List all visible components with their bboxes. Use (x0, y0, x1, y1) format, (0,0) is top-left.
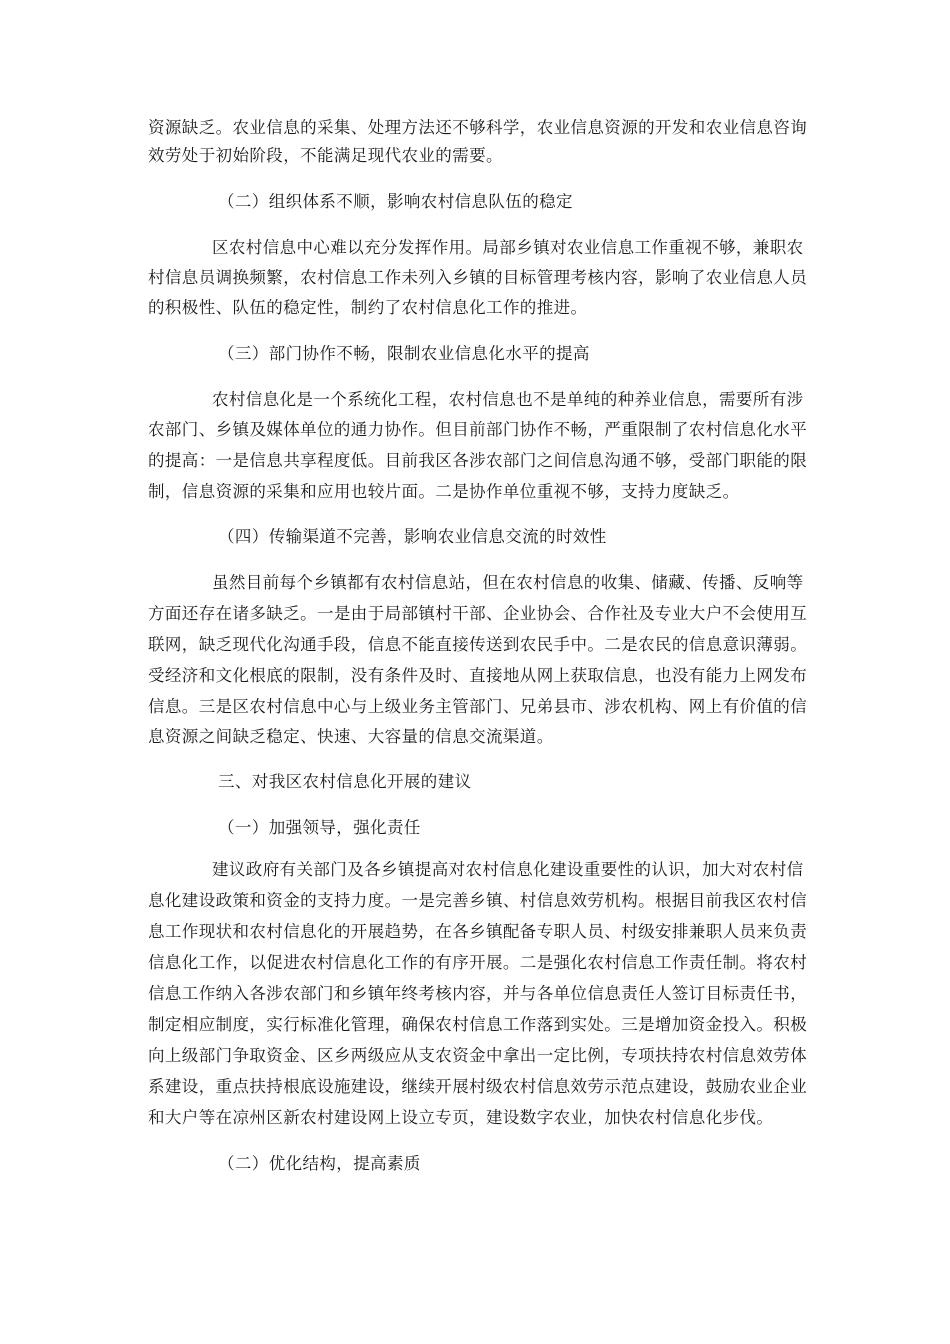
paragraph-line: 信息工作纳入各涉农部门和乡镇年终考核内容，并与各单位信息责任人签订目标责任书， (148, 984, 808, 1003)
section-heading: （一）加强领导，强化责任 (218, 818, 421, 837)
paragraph-line: 的积极性、队伍的稳定性，制约了农村信息化工作的推进。 (148, 298, 588, 317)
paragraph-line: 方面还存在诸多缺乏。一是由于局部镇村干部、企业协会、合作社及专业大户不会使用互 (148, 604, 808, 623)
paragraph-line: 效劳处于初始阶段，不能满足现代农业的需要。 (148, 146, 503, 165)
section-heading: （二）组织体系不顺，影响农村信息队伍的稳定 (218, 192, 573, 211)
section-heading: （三）部门协作不畅，限制农业信息化水平的提高 (218, 344, 590, 363)
paragraph-line: 信息化工作，以促进农村信息化工作的有序开展。二是强化农村信息工作责任制。将农村 (148, 953, 808, 972)
section-heading: 三、对我区农村信息化开展的建议 (218, 772, 472, 791)
paragraph-line: 受经济和文化根底的限制，没有条件及时、直接地从网上获取信息，也没有能力上网发布 (148, 666, 808, 685)
paragraph-line: 农村信息化是一个系统化工程，农村信息也不是单纯的种养业信息，需要所有涉 (212, 390, 804, 409)
paragraph-line: 资源缺乏。农业信息的采集、处理方法还不够科学，农业信息资源的开发和农业信息咨询 (148, 118, 808, 137)
paragraph-line: 息资源之间缺乏稳定、快速、大容量的信息交流渠道。 (148, 727, 554, 746)
paragraph-line: 和大户等在凉州区新农村建设网上设立专页，建设数字农业，加快农村信息化步伐。 (148, 1108, 774, 1127)
paragraph-line: 联网，缺乏现代化沟通手段，信息不能直接传送到农民手中。二是农民的信息意识薄弱。 (148, 635, 808, 654)
paragraph-line: 的提高：一是信息共享程度低。目前我区各涉农部门之间信息沟通不够，受部门职能的限 (148, 451, 808, 470)
paragraph-line: 息工作现状和农村信息化的开展趋势，在各乡镇配备专职人员、村级安排兼职人员来负责 (148, 922, 808, 941)
paragraph-line: 信息。三是区农村信息中心与上级业务主管部门、兄弟县市、涉农机构、网上有价值的信 (148, 697, 808, 716)
paragraph-line: 系建设，重点扶持根底设施建设，继续开展村级农村信息效劳示范点建设，鼓励农业企业 (148, 1077, 808, 1096)
paragraph-line: 制，信息资源的采集和应用也较片面。二是协作单位重视不够，支持力度缺乏。 (148, 482, 740, 501)
paragraph-line: 向上级部门争取资金、区乡两级应从支农资金中拿出一定比例，专项扶持农村信息效劳体 (148, 1046, 808, 1065)
section-heading: （四）传输渠道不完善，影响农业信息交流的时效性 (218, 527, 607, 546)
paragraph-line: 农部门、乡镇及媒体单位的通力协作。但目前部门协作不畅，严重限制了农村信息化水平 (148, 420, 808, 439)
paragraph-line: 虽然目前每个乡镇都有农村信息站，但在农村信息的收集、储藏、传播、反响等 (212, 573, 804, 592)
paragraph-line: 村信息员调换频繁，农村信息工作未列入乡镇的目标管理考核内容，影响了农业信息人员 (148, 268, 808, 287)
paragraph-line: 制定相应制度，实行标准化管理，确保农村信息工作落到实处。三是增加资金投入。积极 (148, 1015, 808, 1034)
paragraph-line: 息化建设政策和资金的支持力度。一是完善乡镇、村信息效劳机构。根据目前我区农村信 (148, 891, 808, 910)
section-heading: （二）优化结构，提高素质 (218, 1154, 421, 1173)
paragraph-line: 建议政府有关部门及各乡镇提高对农村信息化建设重要性的认识，加大对农村信 (212, 860, 804, 879)
paragraph-line: 区农村信息中心难以充分发挥作用。局部乡镇对农业信息工作重视不够，兼职农 (212, 238, 804, 257)
